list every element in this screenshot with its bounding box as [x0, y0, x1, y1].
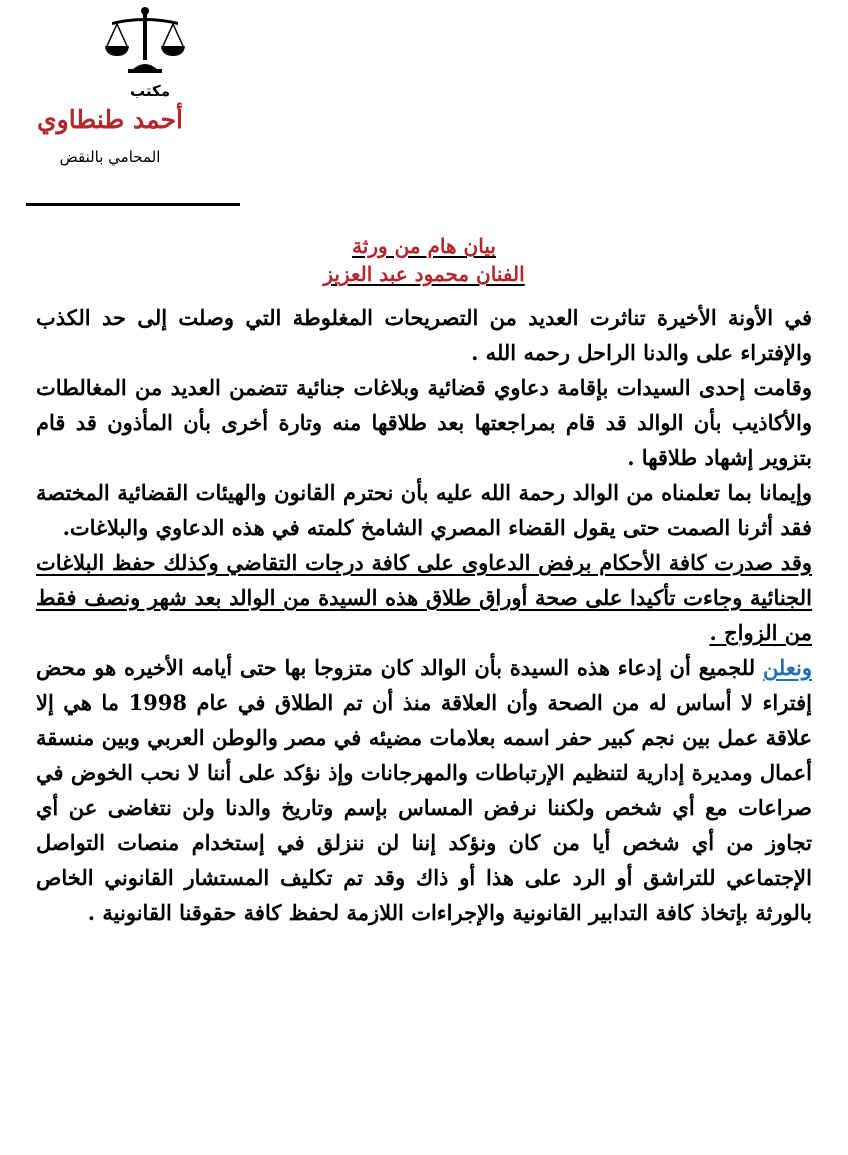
paragraph-1: في الأونة الأخيرة تناثرت العديد من التصريحات المغلوطة التي وصلت إلى حد الكذب والإفتراء على والدنا الراحل رحمه الله .: [36, 305, 812, 365]
paragraph-5: [36, 650, 812, 930]
paragraph-3: وإيمانا بما تعلمناه من الوالد رحمة الله عليه بأن نحترم القانون والهيئات القضائية المختصة فقد أثرنا الصمت حتى يقول القضاء المصري الشامخ كلمته في هذه الدعاوي والبلاغات.: [36, 480, 812, 540]
heading-line-2: الفنان محمود عبد العزيز: [323, 262, 525, 286]
paragraph-4-rulings: وقد صدرت كافة الأحكام برفض الدعاوى على كافة درجات التقاضي وكذلك حفظ البلاغات الجنائية وجاءت تأكيدا على صحة أوراق طلاق هذه السيدة من الوالد بعد شهر ونصف فقط من الزواج .: [36, 550, 812, 645]
paragraph-5-text: للجميع أن إدعاء هذه السيدة بأن الوالد كان متزوجا بها حتى أيامه الأخيره هو محض إفتراء لا أساس له من الصحة وأن العلاقة منذ أن تم الطلاق في عام 1998 ما هي إلا علاقة عمل بين نجم كبير حفر اسمه بعلامات مضيئه في مصر والوطن العربي وبين منسقة أعمال ومديرة إدارية لتنظيم الإرتباطات والمهرجانات وإذ نؤكد على أننا لا نحب الخوض في صراعات مع أي شخص ولكننا نرفض المساس بإسم وتاريخ والدنا ولن نتغاضى عن أي تجاوز من أي شخص أيا من كان ونؤكد إننا لن ننزلق في إستخدام منصات التواصل الإجتماعي للتراشق أو الرد على هذا أو ذاك وقد تم تكليف المستشار القانوني الخاص بالورثة بإتخاذ كافة التدابير القانونية والإجراءات اللازمة لحفظ كافة حقوقنا القانونية .: [36, 655, 812, 925]
announce-link[interactable]: ونعلن: [762, 655, 812, 680]
letterhead: [20, 0, 240, 210]
scales-of-justice-icon: [104, 4, 186, 74]
statement-heading: [0, 232, 848, 288]
statement-body: [36, 300, 812, 930]
paragraph-2: وقامت إحدى السيدات بإقامة دعاوي قضائية وبلاغات جنائية تتضمن العديد من المغالطات والأكاذيب بأن الوالد قد قام بمراجعتها بعد طلاقها منه وتارة أخرى بأن المأذون قد قام بتزوير إشهاد طلاقها .: [36, 375, 812, 470]
lawyer-name: أحمد طنطاوي: [37, 105, 183, 134]
office-label: مكتب: [129, 82, 170, 100]
letterhead-divider: [26, 203, 240, 206]
lawyer-title: المحامي بالنقض: [59, 148, 161, 166]
heading-line-1: بيان هام من ورثة: [352, 234, 496, 258]
